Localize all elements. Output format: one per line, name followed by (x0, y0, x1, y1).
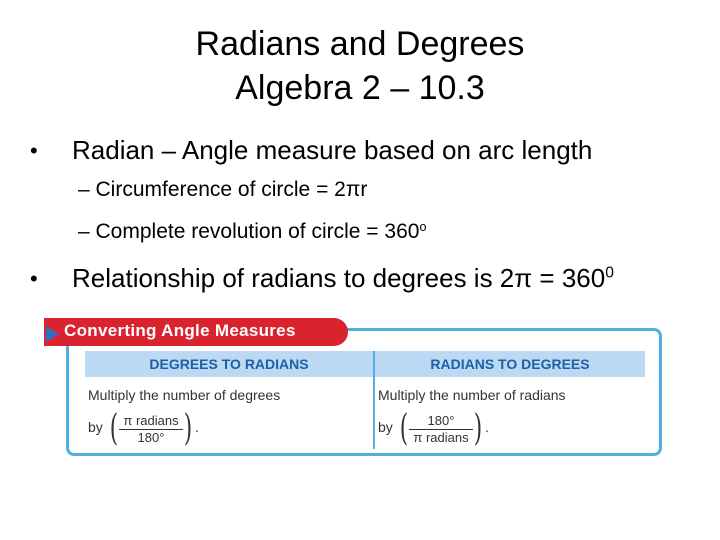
rule-by: by (378, 419, 393, 435)
left-paren: ( (109, 408, 119, 449)
column-body-degrees-to-radians (85, 377, 373, 449)
figure-banner-title: Converting Angle Measures (64, 321, 296, 340)
bullet-radian-definition (72, 134, 592, 166)
column-body-radians-to-degrees (375, 377, 645, 449)
figure-frame (66, 328, 662, 456)
degree-superscript: o (419, 220, 427, 235)
sub-bullet-circumference (78, 176, 367, 204)
rule-text: Multiply the number of radians (378, 387, 566, 403)
bullet-marker: • (30, 266, 38, 291)
title-line-2: Algebra 2 – 10.3 (235, 69, 485, 107)
bullet-text: Radian – Angle measure based on arc length (72, 135, 593, 165)
converting-angle-measures-figure (44, 316, 664, 460)
rule-period: . (195, 419, 199, 435)
bullet-text: Relationship of radians to degrees is 2π = 360 (72, 263, 606, 293)
fraction-numerator: π radians (119, 413, 183, 430)
fraction-denominator: π radians (413, 430, 469, 445)
bullet-marker: • (30, 138, 38, 163)
sub-bullet-revolution (78, 218, 426, 246)
fraction-numerator: 180° (409, 413, 473, 430)
rule-by: by (88, 419, 103, 435)
fraction-pi-over-180 (119, 413, 183, 446)
slide-title (0, 22, 720, 110)
title-line-1: Radians and Degrees (195, 25, 525, 63)
banner-arrow-icon (46, 326, 59, 342)
right-paren: ) (183, 408, 193, 449)
bullet-relationship (72, 262, 614, 294)
degree-superscript: 0 (605, 264, 614, 282)
right-paren: ) (473, 408, 483, 449)
fraction-denominator: 180° (137, 430, 165, 445)
conversion-table (85, 351, 645, 447)
column-divider (373, 351, 375, 449)
left-paren: ( (399, 408, 409, 449)
sub-bullet-text: – Circumference of circle = 2πr (78, 178, 368, 201)
column-header-degrees-to-radians: DEGREES TO RADIANS (85, 351, 373, 377)
column-header-radians-to-degrees: RADIANS TO DEGREES (375, 351, 645, 377)
sub-bullet-text: – Complete revolution of circle = 360 (78, 220, 420, 243)
rule-period: . (485, 419, 489, 435)
fraction-180-over-pi (409, 413, 473, 446)
rule-text: Multiply the number of degrees (88, 387, 281, 403)
figure-banner (44, 318, 348, 346)
